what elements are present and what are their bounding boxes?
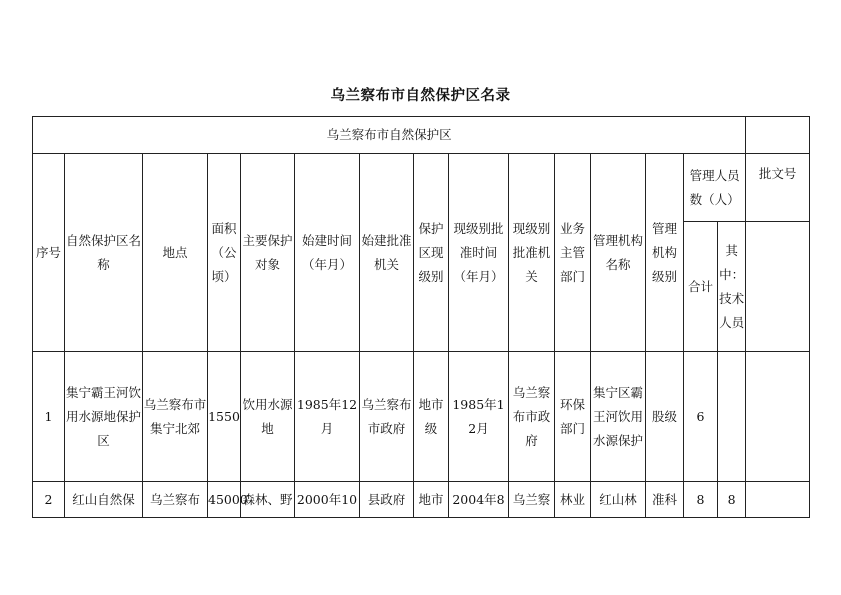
header-staff-total: 合计 (684, 222, 718, 352)
cell-org-level: 股级 (646, 352, 684, 482)
cell-name: 集宁霸王河饮用水源地保护区 (65, 352, 143, 482)
cell-dept: 林业 (555, 482, 591, 518)
cell-location: 乌兰察布市集宁北郊 (143, 352, 208, 482)
banner-cell: 乌兰察布市自然保护区 (33, 117, 746, 154)
cell-start-approver: 县政府 (360, 482, 414, 518)
cell-seq: 1 (33, 352, 65, 482)
cell-staff-tech (718, 352, 746, 482)
cell-doc-no (746, 482, 810, 518)
header-staff-tech: 其中：技术人员 (718, 222, 746, 352)
cell-org-name: 集宁区霸王河饮用水源保护 (591, 352, 646, 482)
cell-staff-total: 6 (684, 352, 718, 482)
cell-level-time: 1985年12月 (449, 352, 509, 482)
header-doc-no-lower (746, 222, 810, 352)
header-start-time: 始建时间（年月） (295, 154, 360, 352)
header-seq: 序号 (33, 154, 65, 352)
header-area: 面积（公顷） (208, 154, 241, 352)
header-doc-no: 批文号 (746, 154, 810, 222)
cell-level-approver: 乌兰察 (509, 482, 555, 518)
header-protect-object: 主要保护对象 (241, 154, 295, 352)
cell-protect-object: 饮用水源地 (241, 352, 295, 482)
cell-org-name: 红山林 (591, 482, 646, 518)
header-level: 保护区现级别 (414, 154, 449, 352)
header-row (33, 154, 810, 222)
cell-protect-object: 森林、野 (241, 482, 295, 518)
cell-start-time: 2000年10 (295, 482, 360, 518)
cell-level-time: 2004年8 (449, 482, 509, 518)
table-row (33, 352, 810, 482)
cell-dept: 环保部门 (555, 352, 591, 482)
cell-staff-total: 8 (684, 482, 718, 518)
nature-reserve-table (32, 116, 810, 518)
cell-area: 45000 (208, 482, 241, 518)
header-level-approver: 现级别批准机关 (509, 154, 555, 352)
banner-row (33, 117, 810, 154)
cell-area: 1550 (208, 352, 241, 482)
table-row (33, 482, 810, 518)
cell-org-level: 准科 (646, 482, 684, 518)
cell-level: 地市 (414, 482, 449, 518)
cell-staff-tech: 8 (718, 482, 746, 518)
header-name: 自然保护区名称 (65, 154, 143, 352)
header-start-approver: 始建批准机关 (360, 154, 414, 352)
cell-location: 乌兰察布 (143, 482, 208, 518)
cell-seq: 2 (33, 482, 65, 518)
header-dept: 业务主管部门 (555, 154, 591, 352)
cell-start-time: 1985年12月 (295, 352, 360, 482)
document-title: 乌兰察布市自然保护区名录 (330, 88, 511, 104)
cell-level: 地市级 (414, 352, 449, 482)
header-org-name: 管理机构名称 (591, 154, 646, 352)
header-location: 地点 (143, 154, 208, 352)
cell-name: 红山自然保 (65, 482, 143, 518)
header-org-level: 管理机构级别 (646, 154, 684, 352)
banner-empty-cell (746, 117, 810, 154)
cell-start-approver: 乌兰察布市政府 (360, 352, 414, 482)
header-staff: 管理人员数（人） (684, 154, 746, 222)
cell-level-approver: 乌兰察布市政府 (509, 352, 555, 482)
header-level-time: 现级别批准时间（年月） (449, 154, 509, 352)
cell-doc-no (746, 352, 810, 482)
